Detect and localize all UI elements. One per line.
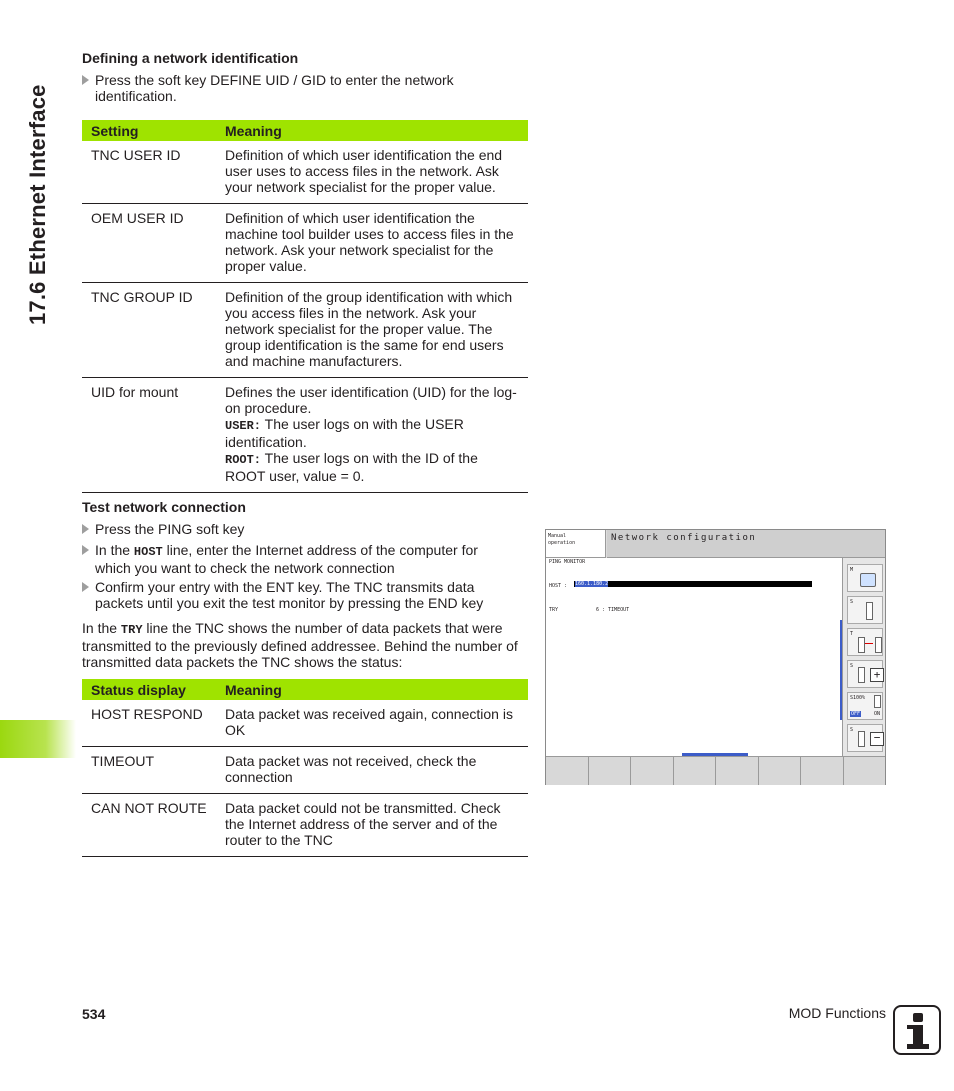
status-cell: TIMEOUT xyxy=(82,747,216,794)
machine-icon xyxy=(860,573,876,587)
spindle-minus-button[interactable] xyxy=(847,724,883,752)
setting-cell: TNC USER ID xyxy=(82,141,216,204)
setting-cell: UID for mount xyxy=(82,378,216,493)
para-text-post: line the TNC shows the number of data packets that were transmitted to the previously defined addressee. Behind the number of transmitted data packets the TNC shows the status: xyxy=(82,620,518,670)
ping-monitor-panel xyxy=(546,558,842,756)
s-label: S xyxy=(850,599,854,605)
mode-line-1: Manual xyxy=(548,533,567,539)
softkey-8[interactable] xyxy=(844,757,886,785)
softkey-1[interactable] xyxy=(546,757,589,785)
meaning-cell xyxy=(216,378,528,493)
user-keyword: USER: xyxy=(225,419,262,433)
status-cell: CAN NOT ROUTE xyxy=(82,794,216,857)
s-function-button[interactable] xyxy=(847,596,883,624)
m-label: M xyxy=(850,567,854,573)
table-row xyxy=(82,747,528,794)
column-header-setting: Setting xyxy=(82,120,216,141)
try-paragraph xyxy=(82,620,527,670)
setting-cell: TNC GROUP ID xyxy=(82,283,216,378)
table-row xyxy=(82,378,528,493)
softkey-4[interactable] xyxy=(674,757,717,785)
operating-mode-box xyxy=(546,530,606,558)
table-row xyxy=(82,204,528,283)
meaning-cell: Data packet was not received, check the connection xyxy=(216,747,528,794)
bullet-text-pre: In the xyxy=(95,542,134,558)
bullet-define-uid xyxy=(82,72,512,104)
tool-icon-right xyxy=(875,637,882,653)
meaning-cell: Definition of the group identification with which you access files in the network. Ask your network specialist for the proper value. The group identification is the same for end users and machine manufacturers. xyxy=(216,283,528,378)
bullet-arrow-icon xyxy=(82,524,89,534)
off-label: OFF xyxy=(851,711,861,717)
t-label: T xyxy=(850,631,854,637)
host-input[interactable] xyxy=(574,581,812,587)
on-label: ON xyxy=(874,711,881,717)
chapter-color-tab xyxy=(0,720,76,758)
tool-icon-left xyxy=(858,637,865,653)
spindle-icon xyxy=(874,695,881,708)
section-heading-test-connection: Test network connection xyxy=(82,499,246,515)
try-label: TRY xyxy=(549,607,559,613)
section-heading-network-id: Defining a network identification xyxy=(82,50,299,66)
footer-section-title: MOD Functions xyxy=(788,1005,886,1021)
host-label: HOST : xyxy=(549,583,568,589)
screen-title: Network configuration xyxy=(607,530,885,558)
bullet-text: Press the PING soft key xyxy=(95,521,245,537)
table-row xyxy=(82,700,528,747)
setting-cell: OEM USER ID xyxy=(82,204,216,283)
bullet-ping xyxy=(82,521,512,537)
s-label: S xyxy=(850,663,854,669)
bullet-arrow-icon xyxy=(82,75,89,85)
machine-status-column xyxy=(842,558,885,756)
active-marker xyxy=(840,620,842,720)
root-keyword: ROOT: xyxy=(225,453,262,467)
column-header-meaning: Meaning xyxy=(216,120,528,141)
bullet-text: Confirm your entry with the ENT key. The TNC transmits data packets until you exit the test monitor by pressing the END key xyxy=(95,579,484,611)
status-cell: HOST RESPOND xyxy=(82,700,216,747)
t-function-button[interactable] xyxy=(847,628,883,656)
table-row xyxy=(82,794,528,857)
softkey-5[interactable] xyxy=(716,757,759,785)
para-text-pre: In the xyxy=(82,620,121,636)
table-header-row xyxy=(82,679,528,700)
page-number: 534 xyxy=(82,1006,106,1022)
meaning-cell: Definition of which user identification the machine tool builder uses to access files in the network. Ask your network specialist for the proper value. xyxy=(216,204,528,283)
spindle-plus-button[interactable] xyxy=(847,660,883,688)
ping-monitor-label: PING MONITOR xyxy=(549,559,586,565)
s-label: S xyxy=(850,727,854,733)
softkey-7[interactable] xyxy=(801,757,844,785)
host-keyword: HOST xyxy=(133,545,163,559)
bullet-host xyxy=(82,542,512,576)
spindle-icon xyxy=(858,731,865,747)
info-icon xyxy=(893,1005,941,1055)
bullet-arrow-icon xyxy=(82,582,89,592)
mode-line-2: operation xyxy=(548,540,576,546)
m-function-button[interactable] xyxy=(847,564,883,592)
bullet-text: Press the soft key DEFINE UID / GID to enter the network identification. xyxy=(95,72,454,104)
column-header-status: Status display xyxy=(82,679,216,700)
table-row xyxy=(82,283,528,378)
host-value: 160.1.180.2 xyxy=(575,581,609,587)
table-header-row xyxy=(82,120,528,141)
softkey-2[interactable] xyxy=(589,757,632,785)
bullet-arrow-icon xyxy=(82,545,89,555)
minus-icon: − xyxy=(870,732,884,746)
meaning-cell: Data packet could not be transmitted. Check the Internet address of the server and of the router to the TNC xyxy=(216,794,528,857)
root-description: The user logs on with the ID of the ROOT user, value = 0. xyxy=(225,450,478,484)
user-description: The user logs on with the USER identification. xyxy=(225,416,464,450)
uid-description: Defines the user identification (UID) for the log-on procedure. xyxy=(225,384,517,416)
tool-change-arrow-icon xyxy=(865,643,873,644)
softkey-3[interactable] xyxy=(631,757,674,785)
try-value: 6 : TIMEOUT xyxy=(596,607,630,613)
s100-label: S100% xyxy=(850,695,866,701)
bullet-confirm xyxy=(82,579,512,611)
spindle-override-button[interactable] xyxy=(847,692,883,720)
softkey-6[interactable] xyxy=(759,757,802,785)
settings-table xyxy=(82,120,528,493)
chapter-side-title-text: 17.6 Ethernet Interface xyxy=(25,84,50,325)
column-header-meaning: Meaning xyxy=(216,679,528,700)
spindle-icon xyxy=(858,667,865,683)
meaning-cell: Data packet was received again, connection is OK xyxy=(216,700,528,747)
table-row xyxy=(82,141,528,204)
try-keyword: TRY xyxy=(120,623,143,637)
network-config-screenshot xyxy=(545,529,886,785)
softkey-bar xyxy=(546,756,885,785)
bullet-text-post: line, enter the Internet address of the computer for which you want to check the network connection xyxy=(95,542,478,576)
meaning-cell: Definition of which user identification the end user uses to access files in the network. Ask your network specialist for the proper value. xyxy=(216,141,528,204)
plus-icon: + xyxy=(870,668,884,682)
status-table xyxy=(82,679,528,857)
spindle-icon xyxy=(866,602,873,620)
